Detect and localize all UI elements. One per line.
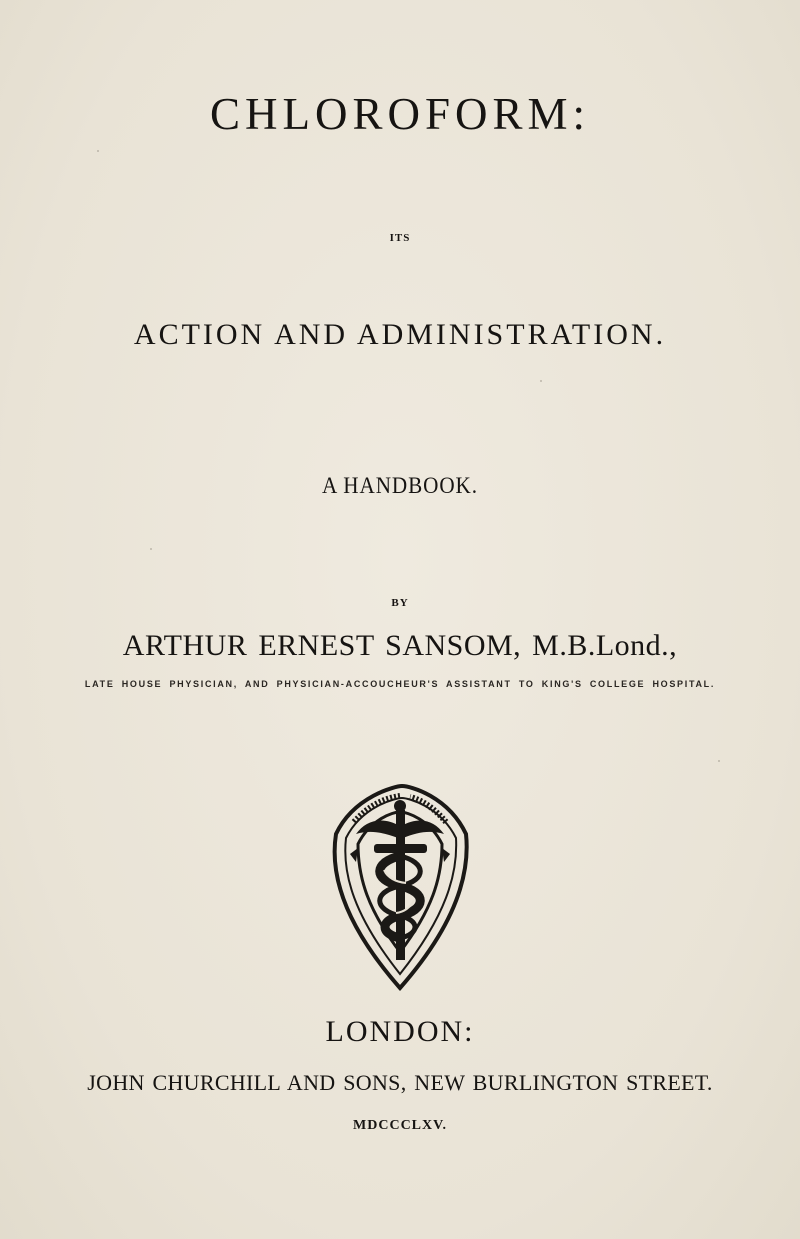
- book-title: CHLOROFORM:: [209, 89, 591, 139]
- caduceus-shield-emblem: [326, 782, 474, 992]
- publication-place: LONDON:: [325, 1015, 475, 1048]
- paper-speck: [540, 380, 542, 382]
- paper-speck: [97, 150, 99, 152]
- by-label: BY: [391, 597, 409, 609]
- book-subtitle: ACTION AND ADMINISTRATION.: [133, 318, 667, 351]
- author-name-text: ARTHUR ERNEST SANSOM, M.B.Lond.,: [122, 629, 678, 662]
- handbook-label: A HANDBOOK.: [322, 473, 478, 498]
- author-credentials: LATE HOUSE PHYSICIAN, AND PHYSICIAN-ACCOUCHEUR'S ASSISTANT TO KING'S COLLEGE HOSPITAL.: [84, 679, 716, 689]
- publication-date: MDCCCLXV.: [353, 1118, 447, 1133]
- publisher-name: JOHN CHURCHILL AND SONS, NEW BURLINGTON STREET.: [87, 1070, 713, 1095]
- paper-speck: [150, 548, 152, 550]
- its-label: ITS: [389, 232, 411, 244]
- paper-speck: [718, 760, 720, 762]
- author-name: [0, 629, 800, 663]
